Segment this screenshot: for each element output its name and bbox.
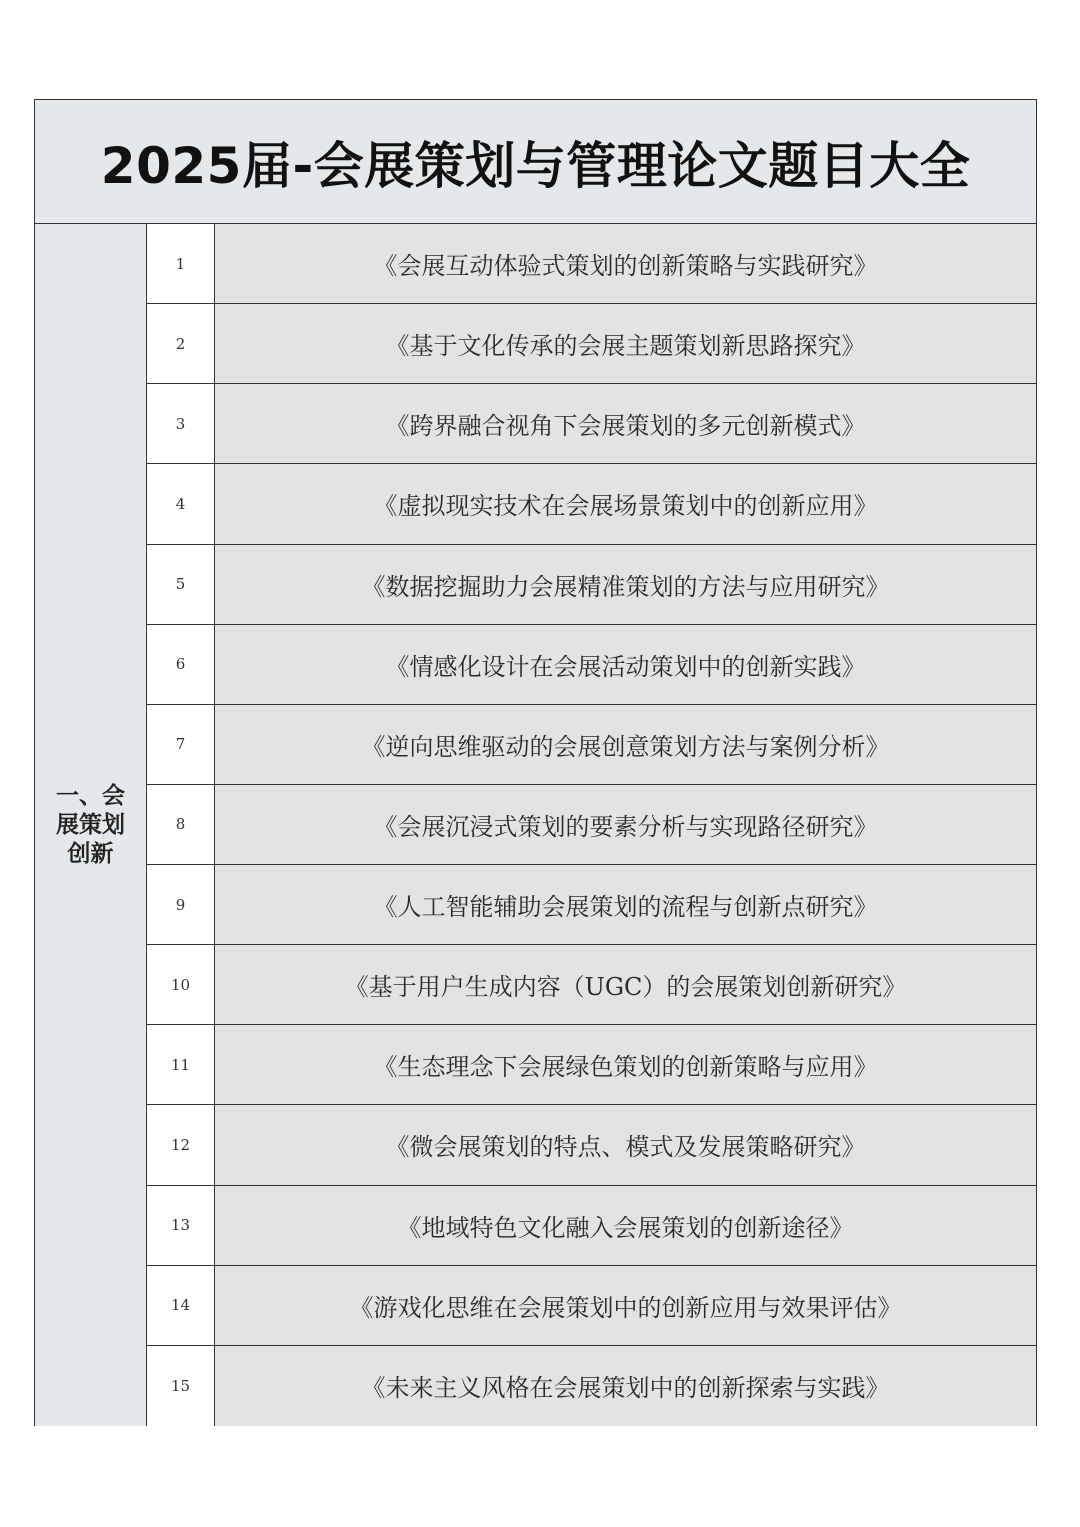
table-row (147, 705, 1036, 785)
topic-title: 《会展互动体验式策划的创新策略与实践研究》 (215, 224, 1036, 303)
topic-title: 《情感化设计在会展活动策划中的创新实践》 (215, 625, 1036, 704)
table-row (147, 304, 1036, 384)
row-number: 7 (147, 705, 215, 784)
table-row (147, 1105, 1036, 1185)
topic-title: 《未来主义风格在会展策划中的创新探索与实践》 (215, 1346, 1036, 1426)
row-number: 8 (147, 785, 215, 864)
table-row (147, 224, 1036, 304)
table-row (147, 545, 1036, 625)
row-number: 14 (147, 1266, 215, 1345)
table-row (147, 384, 1036, 464)
table-row (147, 865, 1036, 945)
table-row (147, 1266, 1036, 1346)
category-cell (35, 224, 147, 1426)
topic-title: 《人工智能辅助会展策划的流程与创新点研究》 (215, 865, 1036, 944)
table-row (147, 945, 1036, 1025)
row-number: 1 (147, 224, 215, 303)
row-number: 12 (147, 1105, 215, 1184)
row-number: 4 (147, 464, 215, 543)
topic-title: 《逆向思维驱动的会展创意策划方法与案例分析》 (215, 705, 1036, 784)
row-number: 13 (147, 1186, 215, 1265)
row-number: 3 (147, 384, 215, 463)
category-label: 一、会展策划创新 (56, 782, 125, 867)
row-number: 15 (147, 1346, 215, 1426)
topic-title: 《基于用户生成内容（UGC）的会展策划创新研究》 (215, 945, 1036, 1024)
table-row (147, 1025, 1036, 1105)
topic-title: 《会展沉浸式策划的要素分析与实现路径研究》 (215, 785, 1036, 864)
row-number: 10 (147, 945, 215, 1024)
topic-title: 《数据挖掘助力会展精准策划的方法与应用研究》 (215, 545, 1036, 624)
table-row (147, 1346, 1036, 1426)
row-number: 11 (147, 1025, 215, 1104)
topic-title: 《游戏化思维在会展策划中的创新应用与效果评估》 (215, 1266, 1036, 1345)
row-number: 5 (147, 545, 215, 624)
table-row (147, 464, 1036, 544)
table-row (147, 1186, 1036, 1266)
page-title: 2025届-会展策划与管理论文题目大全 (100, 136, 971, 195)
table-row (147, 785, 1036, 865)
row-number: 9 (147, 865, 215, 944)
topic-table (34, 99, 1037, 1426)
row-number: 6 (147, 625, 215, 704)
row-number: 2 (147, 304, 215, 383)
title-row (35, 100, 1036, 224)
topic-title: 《基于文化传承的会展主题策划新思路探究》 (215, 304, 1036, 383)
topic-title: 《地域特色文化融入会展策划的创新途径》 (215, 1186, 1036, 1265)
table-row (147, 625, 1036, 705)
topic-rows (147, 224, 1036, 1426)
topic-title: 《虚拟现实技术在会展场景策划中的创新应用》 (215, 464, 1036, 543)
topic-title: 《生态理念下会展绿色策划的创新策略与应用》 (215, 1025, 1036, 1104)
topic-title: 《跨界融合视角下会展策划的多元创新模式》 (215, 384, 1036, 463)
topic-title: 《微会展策划的特点、模式及发展策略研究》 (215, 1105, 1036, 1184)
